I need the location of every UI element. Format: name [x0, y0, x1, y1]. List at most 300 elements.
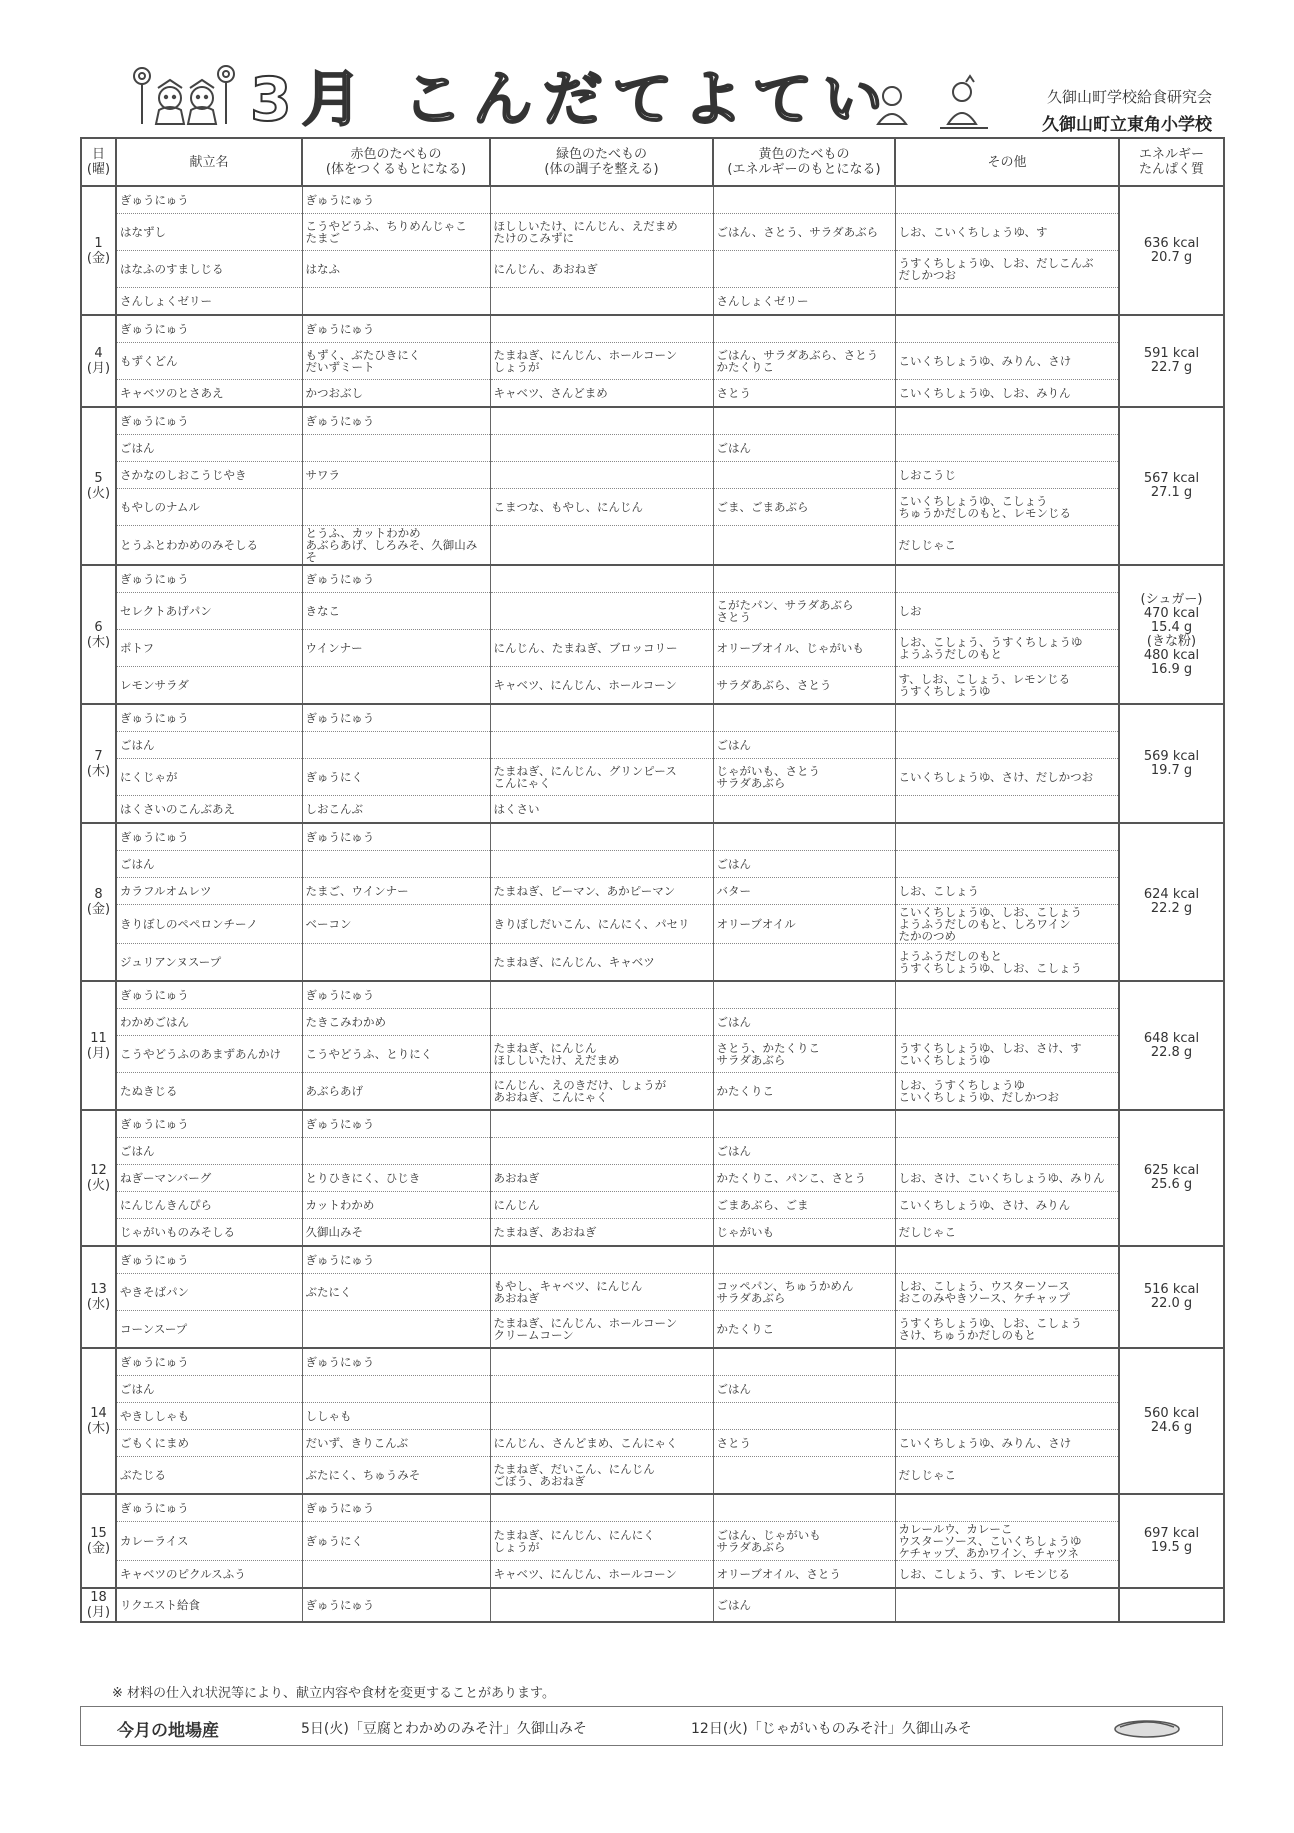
red-foods-cell: [302, 288, 490, 316]
red-foods-cell: [302, 1138, 490, 1165]
yellow-foods-cell: [713, 1494, 895, 1522]
menu-item-cell: たぬきじる: [116, 1073, 302, 1111]
other-ingredients-cell: [895, 851, 1119, 878]
other-ingredients-cell: こいくちしょうゆ、こしょう ちゅうかだしのもと、レモンじる: [895, 489, 1119, 526]
menu-item-cell: やきそばパン: [116, 1274, 302, 1311]
day-cell: 15 (金): [81, 1494, 116, 1588]
other-ingredients-cell: だしじゃこ: [895, 526, 1119, 566]
red-foods-cell: とりひきにく、ひじき: [302, 1165, 490, 1192]
green-foods-cell: [490, 823, 713, 851]
green-foods-cell: たまねぎ、だいこん、にんじん ごぼう、あおねぎ: [490, 1457, 713, 1495]
other-ingredients-cell: [895, 1376, 1119, 1403]
red-foods-cell: ぎゅうにゅう: [302, 565, 490, 593]
yellow-foods-cell: [713, 407, 895, 435]
table-row: [81, 1036, 1224, 1073]
menu-item-cell: ごはん: [116, 435, 302, 462]
table-row: [81, 1348, 1224, 1376]
green-foods-cell: たまねぎ、にんじん、ホールコーン しょうが: [490, 343, 713, 380]
green-foods-cell: キャベツ、さんどまめ: [490, 380, 713, 408]
table-row: [81, 759, 1224, 796]
other-ingredients-cell: [895, 435, 1119, 462]
menu-item-cell: はくさいのこんぶあえ: [116, 796, 302, 824]
table-row: [81, 796, 1224, 824]
green-foods-cell: こまつな、もやし、にんじん: [490, 489, 713, 526]
red-foods-cell: ぎゅうにゅう: [302, 1246, 490, 1274]
flower-children-illustration: [128, 58, 238, 128]
table-row: [81, 1311, 1224, 1349]
menu-item-cell: ぎゅうにゅう: [116, 981, 302, 1009]
day-cell: 6 (木): [81, 565, 116, 704]
menu-item-cell: わかめごはん: [116, 1009, 302, 1036]
other-ingredients-cell: カレールウ、カレーこ ウスターソース、こいくちしょうゆ ケチャップ、あかワイン、チャツネ: [895, 1522, 1119, 1561]
other-ingredients-cell: しお、こいくちしょうゆ、す: [895, 214, 1119, 251]
energy-cell: 625 kcal 25.6 g: [1119, 1110, 1224, 1246]
other-ingredients-cell: [895, 796, 1119, 824]
menu-item-cell: ねぎーマンバーグ: [116, 1165, 302, 1192]
green-foods-cell: たまねぎ、にんじん、にんにく しょうが: [490, 1522, 713, 1561]
rice-bowl-icon: [1112, 1715, 1182, 1739]
red-foods-cell: [302, 435, 490, 462]
table-row: [81, 315, 1224, 343]
other-ingredients-cell: [895, 704, 1119, 732]
table-row: [81, 565, 1224, 593]
other-ingredients-cell: こいくちしょうゆ、さけ、だしかつお: [895, 759, 1119, 796]
green-foods-cell: にんじん、たまねぎ、ブロッコリー: [490, 630, 713, 667]
green-foods-cell: [490, 593, 713, 630]
table-row: [81, 823, 1224, 851]
yellow-foods-cell: [713, 251, 895, 288]
red-foods-cell: ぶたにく、ちゅうみそ: [302, 1457, 490, 1495]
yellow-foods-cell: オリーブオイル、じゃがいも: [713, 630, 895, 667]
other-ingredients-cell: しお、こしょう: [895, 878, 1119, 905]
red-foods-cell: ぎゅうにゅう: [302, 1348, 490, 1376]
yellow-foods-cell: サラダあぶら、さとう: [713, 667, 895, 705]
green-foods-cell: たまねぎ、にんじん、ホールコーン クリームコーン: [490, 1311, 713, 1349]
green-foods-cell: きりぼしだいこん、にんにく、パセリ: [490, 905, 713, 944]
yellow-foods-cell: こがたパン、サラダあぶら さとう: [713, 593, 895, 630]
local-produce-box: [80, 1706, 1223, 1746]
table-row: [81, 981, 1224, 1009]
yellow-foods-cell: さとう、かたくりこ サラダあぶら: [713, 1036, 895, 1073]
menu-item-cell: とうふとわかめのみそしる: [116, 526, 302, 566]
table-row: [81, 214, 1224, 251]
yellow-foods-cell: [713, 823, 895, 851]
menu-item-cell: ぎゅうにゅう: [116, 1494, 302, 1522]
energy-cell: 569 kcal 19.7 g: [1119, 704, 1224, 823]
other-ingredients-cell: こいくちしょうゆ、みりん、さけ: [895, 1430, 1119, 1457]
green-foods-cell: [490, 526, 713, 566]
table-row: [81, 1274, 1224, 1311]
red-foods-cell: ぎゅうにく: [302, 759, 490, 796]
green-foods-cell: [490, 1376, 713, 1403]
menu-item-cell: さんしょくゼリー: [116, 288, 302, 316]
yellow-foods-cell: かたくりこ、パンこ、さとう: [713, 1165, 895, 1192]
yellow-foods-cell: ごはん、サラダあぶら、さとう かたくりこ: [713, 343, 895, 380]
menu-item-cell: ぎゅうにゅう: [116, 823, 302, 851]
other-ingredients-cell: [895, 981, 1119, 1009]
yellow-foods-cell: オリーブオイル: [713, 905, 895, 944]
menu-item-cell: もずくどん: [116, 343, 302, 380]
yellow-foods-cell: ごはん: [713, 851, 895, 878]
other-ingredients-cell: しおこうじ: [895, 462, 1119, 489]
menu-item-cell: じゃがいものみそしる: [116, 1219, 302, 1247]
red-foods-cell: こうやどうふ、ちりめんじゃこ たまご: [302, 214, 490, 251]
menu-item-cell: ごはん: [116, 1376, 302, 1403]
other-ingredients-cell: こいくちしょうゆ、しお、こしょう ようふうだしのもと、しろワイン たかのつめ: [895, 905, 1119, 944]
red-foods-cell: だいず、きりこんぶ: [302, 1430, 490, 1457]
local-produce-title: 今月の地場産: [117, 1721, 219, 1741]
other-ingredients-cell: す、しお、こしょう、レモンじる うすくちしょうゆ: [895, 667, 1119, 705]
other-ingredients-cell: ようふうだしのもと うすくちしょうゆ、しお、こしょう: [895, 944, 1119, 982]
green-foods-cell: [490, 704, 713, 732]
yellow-foods-cell: かたくりこ: [713, 1311, 895, 1349]
other-ingredients-cell: [895, 1110, 1119, 1138]
red-foods-cell: [302, 1376, 490, 1403]
table-row: [81, 407, 1224, 435]
green-foods-cell: [490, 288, 713, 316]
yellow-foods-cell: ごはん: [713, 1138, 895, 1165]
red-foods-cell: [302, 851, 490, 878]
yellow-foods-cell: ごま、ごまあぶら: [713, 489, 895, 526]
green-foods-cell: [490, 1138, 713, 1165]
yellow-foods-cell: [713, 462, 895, 489]
other-ingredients-cell: [895, 1494, 1119, 1522]
menu-item-cell: ぎゅうにゅう: [116, 704, 302, 732]
menu-item-cell: こうやどうふのあまずあんかけ: [116, 1036, 302, 1073]
day-cell: 8 (金): [81, 823, 116, 981]
table-row: [81, 593, 1224, 630]
red-foods-cell: ぎゅうにゅう: [302, 704, 490, 732]
yellow-foods-cell: [713, 944, 895, 982]
other-ingredients-cell: [895, 1403, 1119, 1430]
menu-item-cell: にんじんきんぴら: [116, 1192, 302, 1219]
yellow-foods-cell: ごはん、じゃがいも サラダあぶら: [713, 1522, 895, 1561]
other-ingredients-cell: しお、さけ、こいくちしょうゆ、みりん: [895, 1165, 1119, 1192]
menu-item-cell: ぎゅうにゅう: [116, 315, 302, 343]
green-foods-cell: [490, 1403, 713, 1430]
green-foods-cell: [490, 462, 713, 489]
yellow-foods-cell: [713, 704, 895, 732]
red-foods-cell: ぎゅうにゅう: [302, 1494, 490, 1522]
other-ingredients-cell: [895, 407, 1119, 435]
green-foods-cell: たまねぎ、ピーマン、あかピーマン: [490, 878, 713, 905]
column-header-yellow-foods: 黄色のたべもの (エネルギーのもとになる): [713, 138, 895, 186]
table-row: [81, 1073, 1224, 1111]
table-row: [81, 1192, 1224, 1219]
green-foods-cell: [490, 186, 713, 214]
yellow-foods-cell: じゃがいも: [713, 1219, 895, 1247]
other-ingredients-cell: しお、うすくちしょうゆ こいくちしょうゆ、だしかつお: [895, 1073, 1119, 1111]
column-header-energy: エネルギー たんぱく質: [1119, 138, 1224, 186]
column-header-red-foods: 赤色のたべもの (体をつくるもとになる): [302, 138, 490, 186]
table-row: [81, 1430, 1224, 1457]
table-row: [81, 1522, 1224, 1561]
yellow-foods-cell: [713, 315, 895, 343]
red-foods-cell: [302, 732, 490, 759]
table-row: [81, 1009, 1224, 1036]
red-foods-cell: かつおぶし: [302, 380, 490, 408]
green-foods-cell: [490, 732, 713, 759]
day-cell: 13 (水): [81, 1246, 116, 1348]
green-foods-cell: キャベツ、にんじん、ホールコーン: [490, 667, 713, 705]
table-row: [81, 186, 1224, 214]
red-foods-cell: [302, 1311, 490, 1349]
energy-cell: 560 kcal 24.6 g: [1119, 1348, 1224, 1494]
menu-item-cell: にくじゃが: [116, 759, 302, 796]
yellow-foods-cell: [713, 981, 895, 1009]
red-foods-cell: カットわかめ: [302, 1192, 490, 1219]
other-ingredients-cell: だしじゃこ: [895, 1457, 1119, 1495]
yellow-foods-cell: バター: [713, 878, 895, 905]
table-row: [81, 667, 1224, 705]
yellow-foods-cell: [713, 1110, 895, 1138]
red-foods-cell: しおこんぶ: [302, 796, 490, 824]
green-foods-cell: もやし、キャベツ、にんじん あおねぎ: [490, 1274, 713, 1311]
yellow-foods-cell: オリーブオイル、さとう: [713, 1561, 895, 1589]
hina-doll-illustration: [870, 74, 1000, 134]
yellow-foods-cell: かたくりこ: [713, 1073, 895, 1111]
red-foods-cell: はなふ: [302, 251, 490, 288]
column-header-day: 日 (曜): [81, 138, 116, 186]
table-row: [81, 1376, 1224, 1403]
menu-item-cell: やきししゃも: [116, 1403, 302, 1430]
green-foods-cell: はくさい: [490, 796, 713, 824]
table-row: [81, 905, 1224, 944]
red-foods-cell: きなこ: [302, 593, 490, 630]
yellow-foods-cell: じゃがいも、さとう サラダあぶら: [713, 759, 895, 796]
day-cell: 18 (月): [81, 1588, 116, 1622]
green-foods-cell: [490, 1009, 713, 1036]
menu-item-cell: ごもくにまめ: [116, 1430, 302, 1457]
red-foods-cell: ウインナー: [302, 630, 490, 667]
yellow-foods-cell: ごはん: [713, 1009, 895, 1036]
yellow-foods-cell: ごはん: [713, 435, 895, 462]
table-row: [81, 878, 1224, 905]
table-row: [81, 1494, 1224, 1522]
menu-item-cell: ぎゅうにゅう: [116, 565, 302, 593]
other-ingredients-cell: [895, 1138, 1119, 1165]
red-foods-cell: サワラ: [302, 462, 490, 489]
other-ingredients-cell: こいくちしょうゆ、さけ、みりん: [895, 1192, 1119, 1219]
red-foods-cell: ぎゅうにゅう: [302, 981, 490, 1009]
red-foods-cell: [302, 667, 490, 705]
local-produce-item: 12日(火)「じゃがいものみそ汁」久御山みそ: [691, 1721, 972, 1737]
other-ingredients-cell: [895, 732, 1119, 759]
menu-table: [80, 137, 1225, 1623]
energy-cell: 697 kcal 19.5 g: [1119, 1494, 1224, 1588]
green-foods-cell: にんじん、あおねぎ: [490, 251, 713, 288]
day-cell: 1 (金): [81, 186, 116, 315]
red-foods-cell: とうふ、カットわかめ あぶらあげ、しろみそ、久御山みそ: [302, 526, 490, 566]
other-ingredients-cell: こいくちしょうゆ、みりん、さけ: [895, 343, 1119, 380]
menu-item-cell: コーンスープ: [116, 1311, 302, 1349]
other-ingredients-cell: [895, 186, 1119, 214]
green-foods-cell: たまねぎ、あおねぎ: [490, 1219, 713, 1247]
menu-item-cell: ごはん: [116, 1138, 302, 1165]
menu-item-cell: ぎゅうにゅう: [116, 1110, 302, 1138]
menu-item-cell: ごはん: [116, 732, 302, 759]
yellow-foods-cell: ごはん、さとう、サラダあぶら: [713, 214, 895, 251]
day-cell: 12 (火): [81, 1110, 116, 1246]
yellow-foods-cell: ごはん: [713, 1376, 895, 1403]
menu-item-cell: はなずし: [116, 214, 302, 251]
green-foods-cell: [490, 407, 713, 435]
green-foods-cell: にんじん、えのきだけ、しょうが あおねぎ、こんにゃく: [490, 1073, 713, 1111]
energy-cell: 516 kcal 22.0 g: [1119, 1246, 1224, 1348]
menu-item-cell: ぎゅうにゅう: [116, 407, 302, 435]
red-foods-cell: ぎゅうにゅう: [302, 315, 490, 343]
other-ingredients-cell: しお: [895, 593, 1119, 630]
energy-cell: 567 kcal 27.1 g: [1119, 407, 1224, 565]
red-foods-cell: ぎゅうにく: [302, 1522, 490, 1561]
red-foods-cell: たきこみわかめ: [302, 1009, 490, 1036]
day-cell: 4 (月): [81, 315, 116, 407]
other-ingredients-cell: [895, 823, 1119, 851]
red-foods-cell: ぎゅうにゅう: [302, 186, 490, 214]
energy-cell: 591 kcal 22.7 g: [1119, 315, 1224, 407]
green-foods-cell: [490, 435, 713, 462]
red-foods-cell: 久御山みそ: [302, 1219, 490, 1247]
menu-item-cell: ポトフ: [116, 630, 302, 667]
red-foods-cell: たまご、ウインナー: [302, 878, 490, 905]
column-header-green-foods: 緑色のたべもの (体の調子を整える): [490, 138, 713, 186]
column-header-other: その他: [895, 138, 1119, 186]
green-foods-cell: たまねぎ、にんじん ほししいたけ、えだまめ: [490, 1036, 713, 1073]
menu-item-cell: きりぼしのペペロンチーノ: [116, 905, 302, 944]
table-row: [81, 526, 1224, 566]
energy-cell: [1119, 1588, 1224, 1622]
footer-note: ※ 材料の仕入れ状況等により、献立内容や食材を変更することがあります。: [112, 1686, 555, 1701]
red-foods-cell: [302, 944, 490, 982]
table-row: [81, 851, 1224, 878]
table-row: [81, 1165, 1224, 1192]
other-ingredients-cell: [895, 1246, 1119, 1274]
other-ingredients-cell: うすくちしょうゆ、しお、さけ、す こいくちしょうゆ: [895, 1036, 1119, 1073]
menu-item-cell: レモンサラダ: [116, 667, 302, 705]
day-cell: 5 (火): [81, 407, 116, 565]
green-foods-cell: [490, 981, 713, 1009]
other-ingredients-cell: [895, 1009, 1119, 1036]
other-ingredients-cell: しお、こしょう、ウスターソース おこのみやきソース、ケチャップ: [895, 1274, 1119, 1311]
red-foods-cell: ししゃも: [302, 1403, 490, 1430]
other-ingredients-cell: だしじゃこ: [895, 1219, 1119, 1247]
other-ingredients-cell: しお、こしょう、す、レモンじる: [895, 1561, 1119, 1589]
table-header-row: [81, 138, 1224, 186]
green-foods-cell: ほししいたけ、にんじん、えだまめ たけのこみずに: [490, 214, 713, 251]
yellow-foods-cell: [713, 526, 895, 566]
green-foods-cell: キャベツ、にんじん、ホールコーン: [490, 1561, 713, 1589]
red-foods-cell: [302, 1561, 490, 1589]
day-cell: 7 (木): [81, 704, 116, 823]
yellow-foods-cell: [713, 1246, 895, 1274]
green-foods-cell: [490, 851, 713, 878]
yellow-foods-cell: コッペパン、ちゅうかめん サラダあぶら: [713, 1274, 895, 1311]
menu-item-cell: ぎゅうにゅう: [116, 1348, 302, 1376]
menu-item-cell: リクエスト給食: [116, 1588, 302, 1622]
table-row: [81, 288, 1224, 316]
yellow-foods-cell: さとう: [713, 1430, 895, 1457]
green-foods-cell: にんじん、さんどまめ、こんにゃく: [490, 1430, 713, 1457]
yellow-foods-cell: ごはん: [713, 732, 895, 759]
green-foods-cell: [490, 1348, 713, 1376]
red-foods-cell: [302, 489, 490, 526]
column-header-menu: 献立名: [116, 138, 302, 186]
energy-cell: 624 kcal 22.2 g: [1119, 823, 1224, 981]
table-row: [81, 251, 1224, 288]
other-ingredients-cell: [895, 1588, 1119, 1622]
red-foods-cell: ぎゅうにゅう: [302, 1110, 490, 1138]
other-ingredients-cell: [895, 288, 1119, 316]
header: [100, 48, 1220, 138]
table-row: [81, 1219, 1224, 1247]
red-foods-cell: ベーコン: [302, 905, 490, 944]
table-row: [81, 462, 1224, 489]
menu-item-cell: キャベツのとさあえ: [116, 380, 302, 408]
energy-cell: 636 kcal 20.7 g: [1119, 186, 1224, 315]
yellow-foods-cell: [713, 186, 895, 214]
table-row: [81, 1403, 1224, 1430]
other-ingredients-cell: うすくちしょうゆ、しお、こしょう さけ、ちゅうかだしのもと: [895, 1311, 1119, 1349]
green-foods-cell: [490, 1110, 713, 1138]
energy-cell: (シュガー) 470 kcal 15.4 g (きな粉) 480 kcal 16.9 g: [1119, 565, 1224, 704]
menu-item-cell: ごはん: [116, 851, 302, 878]
page-title: 3月 こんだてよてい: [250, 65, 893, 135]
menu-item-cell: ぎゅうにゅう: [116, 1246, 302, 1274]
table-row: [81, 1138, 1224, 1165]
yellow-foods-cell: [713, 1403, 895, 1430]
local-produce-item: 5日(火)「豆腐とわかめのみそ汁」久御山みそ: [301, 1721, 587, 1737]
red-foods-cell: あぶらあげ: [302, 1073, 490, 1111]
menu-item-cell: もやしのナムル: [116, 489, 302, 526]
other-ingredients-cell: しお、こしょう、うすくちしょうゆ ようふうだしのもと: [895, 630, 1119, 667]
table-row: [81, 489, 1224, 526]
yellow-foods-cell: [713, 1457, 895, 1495]
table-row: [81, 1457, 1224, 1495]
table-row: [81, 944, 1224, 982]
other-ingredients-cell: [895, 1348, 1119, 1376]
table-row: [81, 1588, 1224, 1622]
yellow-foods-cell: さんしょくゼリー: [713, 288, 895, 316]
table-row: [81, 1246, 1224, 1274]
menu-item-cell: キャベツのピクルスふう: [116, 1561, 302, 1589]
energy-cell: 648 kcal 22.8 g: [1119, 981, 1224, 1110]
green-foods-cell: [490, 1588, 713, 1622]
day-cell: 14 (木): [81, 1348, 116, 1494]
red-foods-cell: ぎゅうにゅう: [302, 407, 490, 435]
yellow-foods-cell: [713, 796, 895, 824]
yellow-foods-cell: ごはん: [713, 1588, 895, 1622]
green-foods-cell: たまねぎ、にんじん、グリンピース こんにゃく: [490, 759, 713, 796]
table-row: [81, 630, 1224, 667]
yellow-foods-cell: [713, 565, 895, 593]
organization-name: 久御山町学校給食研究会: [1046, 88, 1212, 106]
table-row: [81, 704, 1224, 732]
menu-item-cell: はなふのすましじる: [116, 251, 302, 288]
menu-table-body: [81, 186, 1224, 1622]
yellow-foods-cell: さとう: [713, 380, 895, 408]
table-row: [81, 435, 1224, 462]
day-cell: 11 (月): [81, 981, 116, 1110]
table-row: [81, 732, 1224, 759]
table-row: [81, 1110, 1224, 1138]
school-name: 久御山町立東角小学校: [1042, 115, 1212, 135]
green-foods-cell: [490, 1246, 713, 1274]
menu-item-cell: ぶたじる: [116, 1457, 302, 1495]
red-foods-cell: ぶたにく: [302, 1274, 490, 1311]
menu-item-cell: ぎゅうにゅう: [116, 186, 302, 214]
menu-item-cell: カラフルオムレツ: [116, 878, 302, 905]
green-foods-cell: にんじん: [490, 1192, 713, 1219]
